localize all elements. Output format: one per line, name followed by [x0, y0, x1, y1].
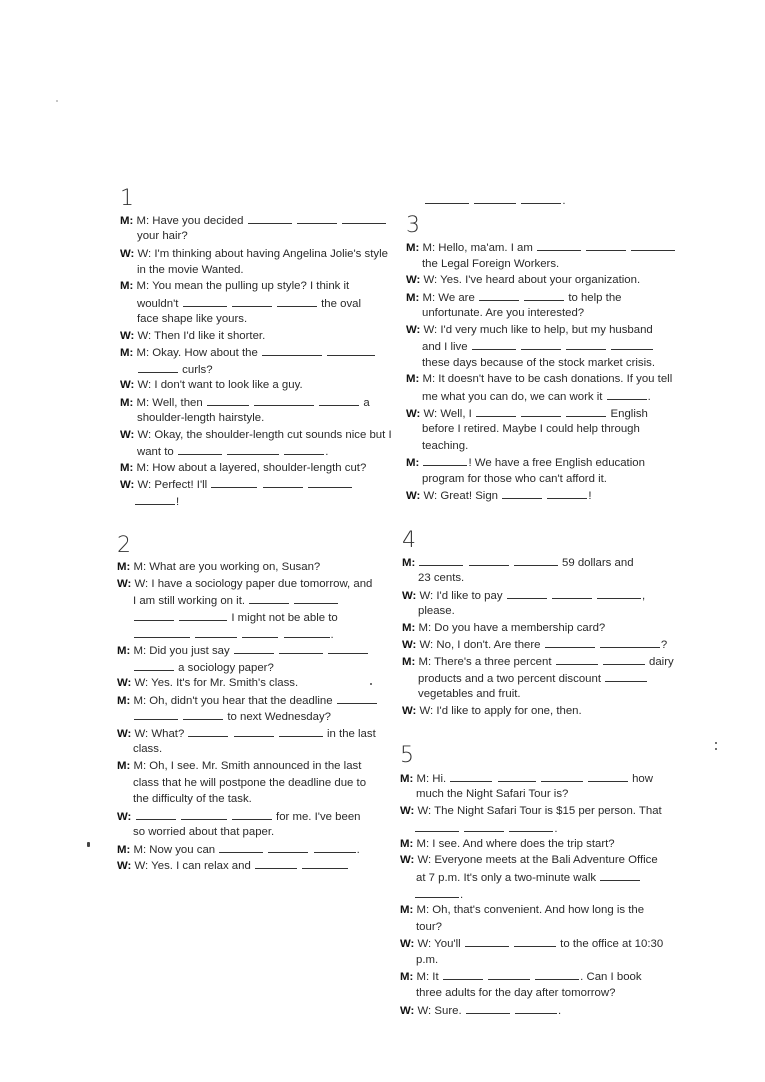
dialogue-line: M: M: Did you just say [117, 642, 369, 659]
answer-blank[interactable] [514, 935, 556, 947]
dialogue-line: a sociology paper? [133, 659, 274, 676]
answer-blank[interactable] [284, 443, 324, 455]
answer-blank[interactable] [443, 968, 483, 980]
dialogue-line: shoulder-length hairstyle. [137, 412, 265, 424]
dialogue-line: W: W: No, I don't. Are there ? [402, 636, 667, 653]
section-number: 4 [402, 528, 416, 553]
dialogue-line: these days because of the stock market crisis. [422, 357, 655, 369]
dialogue-line: 23 cents. [418, 572, 465, 584]
answer-blank[interactable] [588, 770, 628, 782]
answer-blank[interactable] [611, 338, 653, 350]
section-number: 3 [406, 213, 420, 238]
answer-blank[interactable] [488, 968, 530, 980]
dialogue-line: M: 59 dollars and [402, 554, 634, 571]
answer-blank[interactable] [605, 670, 647, 682]
answer-blank[interactable] [178, 443, 222, 455]
answer-blank[interactable] [419, 554, 463, 566]
answer-blank[interactable] [425, 192, 469, 204]
dialogue-line: W: W: Yes. I've heard about your organization. [406, 274, 641, 286]
dialogue-line: M: M: Do you have a membership card? [402, 622, 606, 634]
answer-blank[interactable] [466, 1002, 510, 1014]
dialogue-line: . [414, 886, 463, 903]
dialogue-line: and I live [422, 338, 654, 355]
answer-blank[interactable] [234, 642, 274, 654]
answer-blank[interactable] [474, 192, 516, 204]
dialogue-line: please. [418, 605, 455, 617]
answer-blank[interactable] [279, 725, 323, 737]
dialogue-line: so worried about that paper. [133, 826, 275, 838]
dialogue-line: I might not be able to [133, 609, 338, 626]
dialogue-line: unfortunate. Are you interested? [422, 307, 585, 319]
dialogue-line: W: for me. I've been [117, 808, 361, 825]
answer-blank[interactable] [277, 295, 317, 307]
dialogue-line: class. [133, 743, 163, 755]
answer-blank[interactable] [469, 554, 509, 566]
answer-blank[interactable] [521, 338, 561, 350]
dialogue-line: W: W: You'll to the office at 10:30 [400, 935, 663, 952]
dialogue-line: three adults for the day after tomorrow? [416, 987, 616, 999]
dialogue-line: class that he will postpone the deadline due to [133, 777, 367, 789]
answer-blank[interactable] [308, 476, 352, 488]
dialogue-line: M: M: Oh, I see. Mr. Smith announced in the last [117, 760, 362, 772]
section-number: 1 [120, 186, 134, 211]
section-number: 2 [117, 533, 131, 558]
dialogue-line: before I retired. Maybe I could help through [422, 423, 640, 435]
answer-blank[interactable] [535, 968, 579, 980]
continuation-line: . [424, 192, 566, 209]
answer-blank[interactable] [450, 770, 492, 782]
answer-blank[interactable] [479, 289, 519, 301]
answer-blank[interactable] [183, 295, 227, 307]
dialogue-line: W: W: Great! Sign ! [406, 487, 592, 504]
dialogue-line: W: W: Okay, the shoulder-length cut sounds nice but I [120, 429, 392, 441]
answer-blank[interactable] [227, 443, 279, 455]
dialogue-line: M: M: Okay. How about the [120, 344, 376, 361]
scan-speck [370, 683, 372, 685]
answer-blank[interactable] [249, 592, 289, 604]
answer-blank[interactable] [547, 487, 587, 499]
dialogue-line: to next Wednesday? [133, 708, 331, 725]
dialogue-line: M: M: Hello, ma'am. I am [406, 239, 676, 256]
answer-blank[interactable] [514, 554, 558, 566]
answer-blank[interactable] [294, 592, 338, 604]
scan-speck [715, 742, 717, 744]
answer-blank[interactable] [268, 841, 308, 853]
dialogue-line: M: M: What are you working on, Susan? [117, 561, 321, 573]
dialogue-line: M: M: There's a three percent dairy [402, 653, 674, 670]
answer-blank[interactable] [255, 857, 297, 869]
answer-blank[interactable] [342, 212, 386, 224]
dialogue-line: M: M: Hi. how [400, 770, 653, 787]
dialogue-line: . [414, 820, 558, 837]
answer-blank[interactable] [600, 636, 660, 648]
answer-blank[interactable] [138, 361, 178, 373]
answer-blank[interactable] [464, 820, 504, 832]
answer-blank[interactable] [181, 808, 227, 820]
answer-blank[interactable] [327, 344, 375, 356]
answer-blank[interactable] [314, 841, 356, 853]
answer-blank[interactable] [472, 338, 516, 350]
answer-blank[interactable] [134, 708, 178, 720]
dialogue-line: W: W: The Night Safari Tour is $15 per person. That [400, 805, 662, 817]
dialogue-line: W: W: I'm thinking about having Angelina Jolie's style [120, 248, 388, 260]
dialogue-line: M: M: How about a layered, shoulder-length cut? [120, 462, 367, 474]
dialogue-line: . [133, 626, 334, 643]
answer-blank[interactable] [188, 725, 228, 737]
answer-blank[interactable] [597, 587, 641, 599]
answer-blank[interactable] [302, 857, 348, 869]
answer-blank[interactable] [232, 295, 272, 307]
answer-blank[interactable] [524, 289, 564, 301]
dialogue-line: tour? [416, 921, 442, 933]
answer-blank[interactable] [134, 609, 174, 621]
answer-blank[interactable] [502, 487, 542, 499]
dialogue-line: your hair? [137, 230, 188, 242]
answer-blank[interactable] [423, 454, 467, 466]
answer-blank[interactable] [603, 653, 645, 665]
answer-blank[interactable] [337, 692, 377, 704]
dialogue-line: program for those who can't afford it. [422, 473, 607, 485]
dialogue-line: me what you can do, we can work it . [422, 388, 651, 405]
answer-blank[interactable] [521, 405, 561, 417]
answer-blank[interactable] [566, 405, 606, 417]
answer-blank[interactable] [232, 808, 272, 820]
dialogue-line: the Legal Foreign Workers. [422, 258, 560, 270]
answer-blank[interactable] [600, 869, 640, 881]
answer-blank[interactable] [465, 935, 509, 947]
scan-speck [56, 100, 58, 102]
answer-blank[interactable] [248, 212, 292, 224]
answer-blank[interactable] [545, 636, 595, 648]
answer-blank[interactable] [319, 394, 359, 406]
answer-blank[interactable] [242, 626, 278, 638]
scan-speck [715, 748, 717, 750]
dialogue-line: face shape like yours. [137, 313, 248, 325]
dialogue-line: W: W: I'd like to pay , [402, 587, 645, 604]
dialogue-line: W: W: What? in the last [117, 725, 376, 742]
dialogue-line: M: M: Have you decided [120, 212, 387, 229]
dialogue-line: teaching. [422, 440, 469, 452]
dialogue-line: the difficulty of the task. [133, 793, 252, 805]
dialogue-line: W: W: Perfect! I'll [120, 476, 353, 493]
answer-blank[interactable] [415, 886, 459, 898]
answer-blank[interactable] [219, 841, 263, 853]
answer-blank[interactable] [297, 212, 337, 224]
dialogue-line: W: W: Then I'd like it shorter. [120, 330, 266, 342]
dialogue-line: vegetables and fruit. [418, 688, 521, 700]
answer-blank[interactable] [263, 476, 303, 488]
scan-speck [87, 842, 90, 847]
answer-blank[interactable] [207, 394, 249, 406]
dialogue-line: M: M: Oh, didn't you hear that the deadline [117, 692, 378, 709]
answer-blank[interactable] [556, 653, 598, 665]
answer-blank[interactable] [415, 820, 459, 832]
dialogue-line: wouldn't the oval [137, 295, 361, 312]
answer-blank[interactable] [476, 405, 516, 417]
answer-blank[interactable] [552, 587, 592, 599]
dialogue-line: W: W: Yes. I can relax and [117, 857, 349, 874]
dialogue-line: M: M: It doesn't have to be cash donations. If you tell [406, 373, 673, 385]
dialogue-line: M: M: It . Can I book [400, 968, 642, 985]
dialogue-line: W: W: I have a sociology paper due tomorrow, and [117, 578, 373, 590]
dialogue-line: W: W: Everyone meets at the Bali Adventure Office [400, 854, 658, 866]
dialogue-line: M: M: Oh, that's convenient. And how long is the [400, 904, 645, 916]
answer-blank[interactable] [541, 770, 583, 782]
dialogue-line: want to . [137, 443, 328, 460]
dialogue-line: ! [134, 493, 179, 510]
dialogue-line: curls? [137, 361, 213, 378]
answer-blank[interactable] [234, 725, 274, 737]
answer-blank[interactable] [211, 476, 257, 488]
dialogue-line: W: W: I'd very much like to help, but my husband [406, 324, 653, 336]
dialogue-line: at 7 p.m. It's only a two-minute walk [416, 869, 641, 886]
dialogue-line: M: M: We are to help the [406, 289, 622, 306]
dialogue-line: W: W: Well, I English [406, 405, 648, 422]
answer-blank[interactable] [328, 642, 368, 654]
dialogue-line: p.m. [416, 954, 439, 966]
answer-blank[interactable] [586, 239, 626, 251]
section-number: 5 [400, 743, 414, 768]
dialogue-line: W: W: Yes. It's for Mr. Smith's class. [117, 677, 299, 689]
dialogue-line: M: M: You mean the pulling up style? I think it [120, 280, 350, 292]
dialogue-line: I am still working on it. [133, 592, 339, 609]
dialogue-line: W: W: I'd like to apply for one, then. [402, 705, 582, 717]
dialogue-line: in the movie Wanted. [137, 264, 244, 276]
dialogue-line: W: W: Sure. . [400, 1002, 561, 1019]
answer-blank[interactable] [136, 808, 176, 820]
dialogue-line: products and a two percent discount [418, 670, 648, 687]
answer-blank[interactable] [507, 587, 547, 599]
dialogue-line: W: W: I don't want to look like a guy. [120, 379, 303, 391]
dialogue-line: M: M: Now you can . [117, 841, 360, 858]
dialogue-line: much the Night Safari Tour is? [416, 788, 569, 800]
dialogue-line: M: M: I see. And where does the trip start? [400, 838, 615, 850]
dialogue-line: M: M: Well, then a [120, 394, 370, 411]
answer-blank[interactable] [262, 344, 322, 356]
answer-blank[interactable] [509, 820, 553, 832]
answer-blank[interactable] [135, 493, 175, 505]
answer-blank[interactable] [631, 239, 675, 251]
answer-blank[interactable] [254, 394, 314, 406]
answer-blank[interactable] [284, 626, 330, 638]
answer-blank[interactable] [566, 338, 606, 350]
answer-blank[interactable] [498, 770, 536, 782]
answer-blank[interactable] [134, 626, 190, 638]
answer-blank[interactable] [134, 659, 174, 671]
answer-blank[interactable] [179, 609, 227, 621]
answer-blank[interactable] [183, 708, 223, 720]
answer-blank[interactable] [607, 388, 647, 400]
answer-blank[interactable] [515, 1002, 557, 1014]
answer-blank[interactable] [521, 192, 561, 204]
answer-blank[interactable] [537, 239, 581, 251]
dialogue-line: M: ! We have a free English education [406, 454, 645, 471]
answer-blank[interactable] [279, 642, 323, 654]
answer-blank[interactable] [195, 626, 237, 638]
